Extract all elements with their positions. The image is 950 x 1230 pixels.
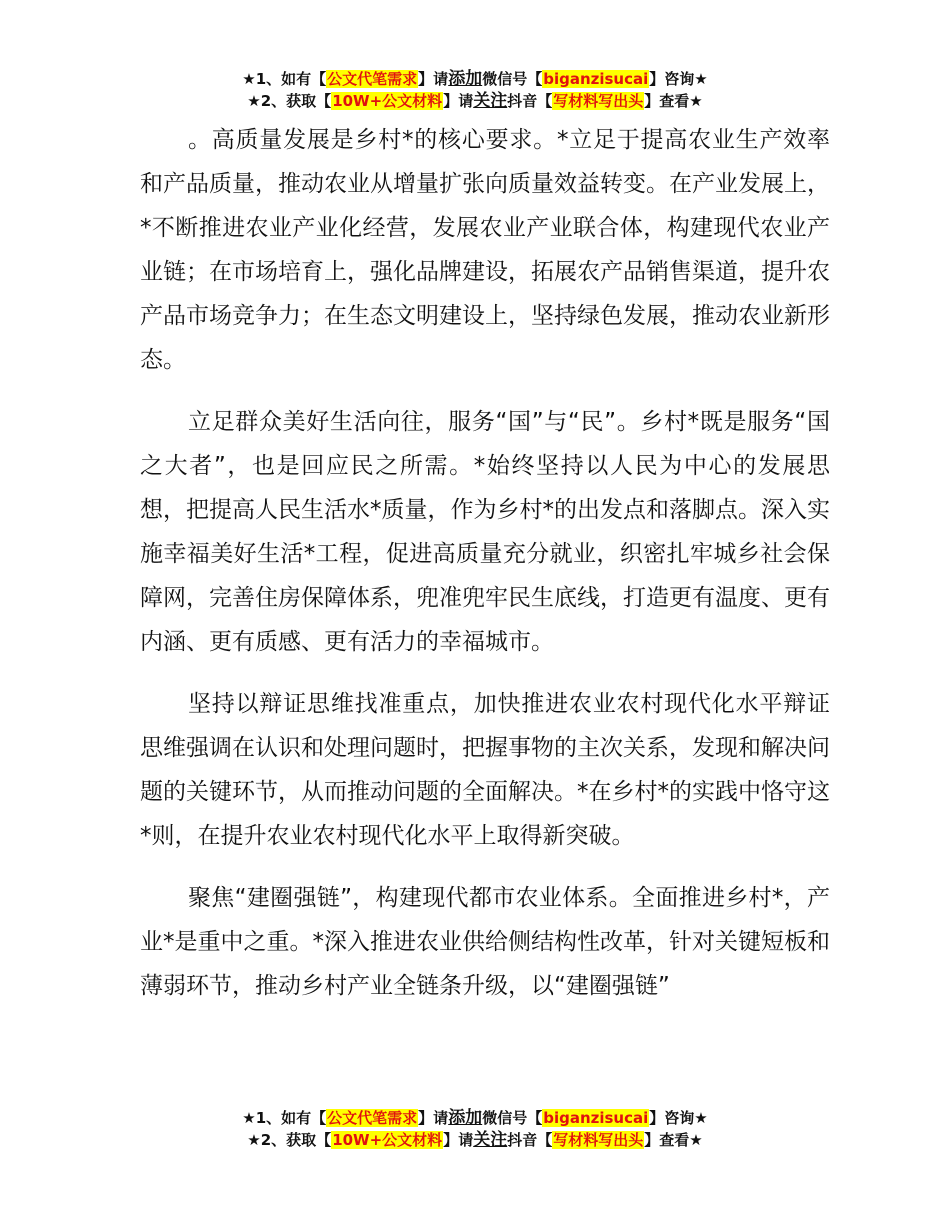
banner-line-2 <box>0 90 950 112</box>
paragraph: 。高质量发展是乡村*的核心要求。*立足于提高农业生产效率和产品质量，推动农业从增量扩张向质量效益转变。在产业发展上，*不断推进农业产业化经营，发展农业产业联合体，构建现代农业产业链；在市场培育上，强化品牌建设，拓展农产品销售渠道，提升农产品市场竞争力；在生态文明建设上，坚持绿色发展，推动农业新形态。 <box>140 127 830 373</box>
banner-text: 】请 <box>443 1131 474 1149</box>
banner-underlined: 关注 <box>473 1130 508 1150</box>
paragraph: 立足群众美好生活向往，服务“国”与“民”。乡村*既是服务“国之大者”，也是回应民之所需。*始终坚持以人民为中心的发展思想，把提高人民生活水*质量，作为乡村*的出发点和落脚点。深入实施幸福美好生活*工程，促进高质量充分就业，织密扎牢城乡社会保障网，完善住房保障体系，兜准兜牢民生底线，打造更有温度、更有内涵、更有质感、更有活力的幸福城市。 <box>140 409 830 655</box>
header-banner <box>0 68 950 112</box>
banner-text: ★1、如有【 <box>242 70 327 88</box>
banner-underlined: 关注 <box>473 91 508 111</box>
banner-text: 】请 <box>418 1109 449 1127</box>
highlight-wechat-id: biganzisucai <box>543 70 649 88</box>
paragraph: 坚持以辩证思维找准重点，加快推进农业农村现代化水平辩证思维强调在认识和处理问题时，把握事物的主次关系，发现和解决问题的关键环节，从而推动问题的全面解决。*在乡村*的实践中恪守这*则，在提升农业农村现代化水平上取得新突破。 <box>140 691 830 849</box>
banner-text: 】请 <box>443 92 474 110</box>
highlight-service: 公文代笔需求 <box>327 70 418 88</box>
banner-underlined: 添加 <box>448 69 483 89</box>
highlight-douyin: 写材料写出头 <box>553 92 644 110</box>
banner-text: 】查看★ <box>644 1131 703 1149</box>
banner-line-2 <box>0 1129 950 1151</box>
banner-text: 】请 <box>418 70 449 88</box>
highlight-materials: 10W+公文材料 <box>332 1131 443 1149</box>
paragraph: 聚焦“建圈强链”，构建现代都市农业体系。全面推进乡村*，产业*是重中之重。*深入推进农业供给侧结构性改革，针对关键短板和薄弱环节，推动乡村产业全链条升级，以“建圈强链” <box>140 885 830 999</box>
banner-text: ★1、如有【 <box>242 1109 327 1127</box>
banner-text: 】查看★ <box>644 92 703 110</box>
banner-text: 抖音【 <box>507 1131 553 1149</box>
banner-line-1 <box>0 1107 950 1129</box>
banner-line-1 <box>0 68 950 90</box>
highlight-douyin: 写材料写出头 <box>553 1131 644 1149</box>
highlight-wechat-id: biganzisucai <box>543 1109 649 1127</box>
banner-text: 微信号【 <box>482 1109 543 1127</box>
banner-text: 】咨询★ <box>649 1109 708 1127</box>
banner-text: ★2、获取【 <box>247 92 332 110</box>
highlight-service: 公文代笔需求 <box>327 1109 418 1127</box>
highlight-materials: 10W+公文材料 <box>332 92 443 110</box>
banner-text: 抖音【 <box>507 92 553 110</box>
footer-banner <box>0 1107 950 1151</box>
banner-text: ★2、获取【 <box>247 1131 332 1149</box>
banner-text: 】咨询★ <box>649 70 708 88</box>
banner-text: 微信号【 <box>482 70 543 88</box>
banner-underlined: 添加 <box>448 1108 483 1128</box>
document-body <box>140 118 830 1026</box>
